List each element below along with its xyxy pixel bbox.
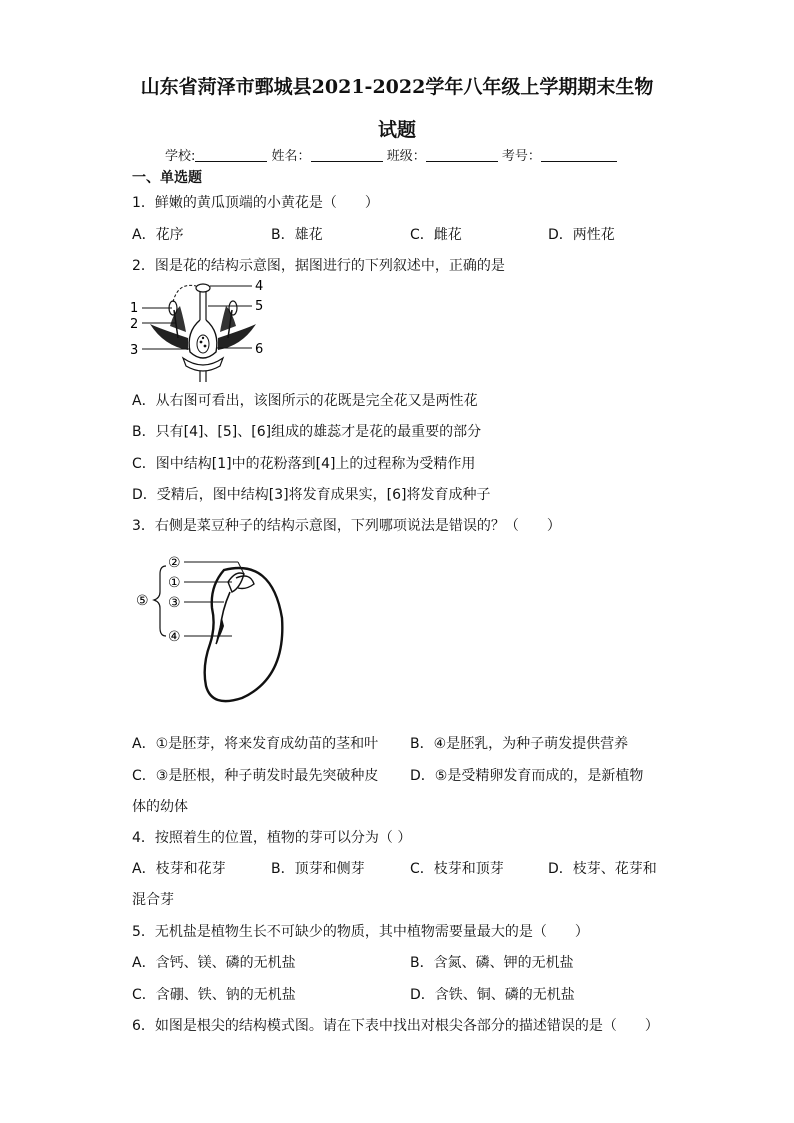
seed-label-1: ① [168, 575, 181, 591]
exam-title-line2: 试题 [377, 119, 416, 141]
seed-label-5: ⑤ [136, 593, 149, 609]
q3-stem: 3．右侧是菜豆种子的结构示意图，下列哪项说法是错误的？（ ） [132, 518, 561, 534]
q2-option-b: B．只有[4]、[5]、[6]组成的雄蕊才是花的最重要的部分 [132, 424, 482, 440]
q2-stem: 2．图是花的结构示意图，据图进行的下列叙述中，正确的是 [132, 258, 505, 274]
bean-seed-diagram [132, 548, 292, 708]
seed-label-3: ③ [168, 595, 181, 611]
student-info-line [165, 145, 617, 164]
exam-no-blank [541, 148, 617, 162]
q6-stem: 6．如图是根尖的结构模式图。请在下表中找出对根尖各部分的描述错误的是（ ） [132, 1018, 659, 1034]
class-blank [426, 148, 498, 162]
exam-no-label: 考号： [501, 149, 541, 164]
q4-option-c: C．枝芽和顶芽 [410, 861, 504, 877]
q1-option-c: C．雌花 [410, 227, 462, 243]
flower-label-4: 4 [255, 279, 264, 294]
q5-option-a: A．含钙、镁、磷的无机盐 [132, 955, 296, 971]
school-label: 学校: [165, 149, 196, 164]
q2-option-d: D．受精后，图中结构[3]将发育成果实，[6]将发育成种子 [132, 487, 491, 503]
q3-option-b: B．④是胚乳，为种子萌发提供营养 [410, 736, 629, 752]
flower-label-2: 2 [130, 317, 139, 332]
q3-option-c: C．③是胚根，种子萌发时最先突破种皮 [132, 768, 379, 784]
q5-option-b: B．含氮、磷、钾的无机盐 [410, 955, 574, 971]
flower-label-6: 6 [255, 342, 264, 357]
q4-option-d-continued: 混合芽 [132, 892, 174, 908]
flower-label-1: 1 [130, 301, 139, 316]
school-blank [195, 148, 267, 162]
q2-option-a: A．从右图可看出，该图所示的花既是完全花又是两性花 [132, 393, 478, 409]
q1-option-d: D．两性花 [548, 227, 615, 243]
flower-structure-diagram [128, 276, 278, 384]
name-blank [311, 148, 383, 162]
name-label: 姓名： [271, 149, 311, 164]
section-heading: 一、单选题 [132, 170, 202, 186]
q5-stem: 5．无机盐是植物生长不可缺少的物质，其中植物需要量最大的是（ ） [132, 924, 589, 940]
flower-label-5: 5 [255, 299, 264, 314]
class-label: 班级： [386, 149, 426, 164]
q4-option-a: A．枝芽和花芽 [132, 861, 226, 877]
q3-option-d: D．⑤是受精卵发育而成的，是新植物 [410, 768, 644, 784]
q3-option-d-continued: 体的幼体 [132, 799, 188, 815]
q2-option-c: C．图中结构[1]中的花粉落到[4]上的过程称为受精作用 [132, 456, 476, 472]
seed-label-2: ② [168, 555, 181, 571]
q4-stem: 4．按照着生的位置，植物的芽可以分为（ ） [132, 830, 412, 846]
q5-option-c: C．含硼、铁、钠的无机盐 [132, 987, 296, 1003]
flower-label-3: 3 [130, 343, 139, 358]
exam-title-line1: 山东省菏泽市鄄城县2021-2022学年八年级上学期期末生物 [140, 76, 654, 98]
q5-option-d: D．含铁、铜、磷的无机盐 [410, 987, 575, 1003]
seed-label-4: ④ [168, 629, 181, 645]
q4-option-b: B．顶芽和侧芽 [271, 861, 365, 877]
q1-stem: 1．鲜嫩的黄瓜顶端的小黄花是（ ） [132, 195, 379, 211]
q3-option-a: A．①是胚芽，将来发育成幼苗的茎和叶 [132, 736, 379, 752]
q1-option-a: A．花序 [132, 227, 184, 243]
q1-option-b: B．雄花 [271, 227, 323, 243]
q4-option-d: D．枝芽、花芽和 [548, 861, 657, 877]
